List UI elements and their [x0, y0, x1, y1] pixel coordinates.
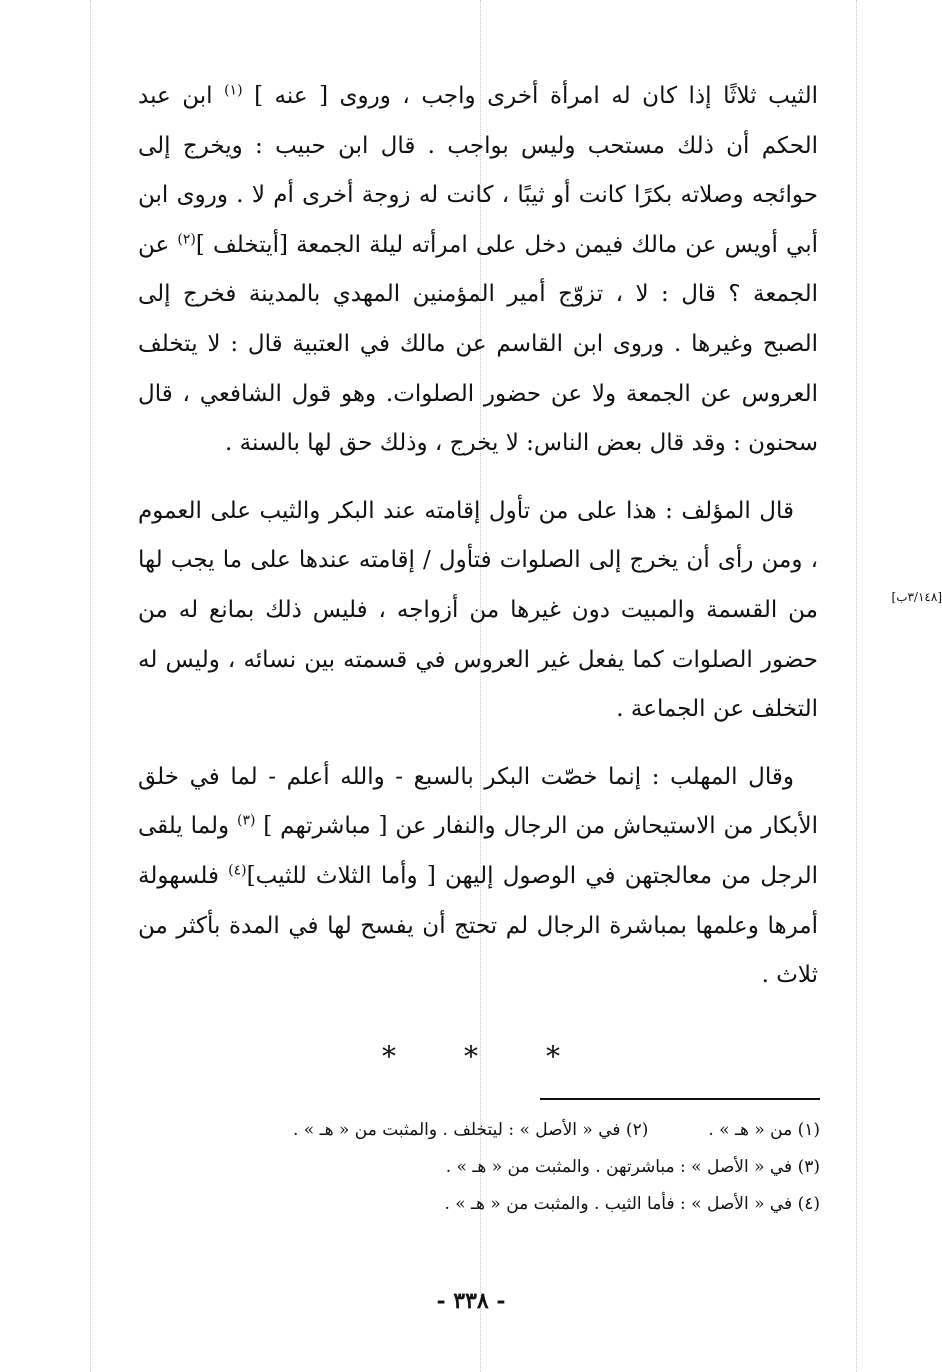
footnote-ref-2: (٢): [177, 231, 196, 248]
separator-asterisk: *: [464, 1040, 478, 1073]
paragraph-1: [138, 72, 818, 469]
footnotes: [170, 1112, 820, 1223]
footnote-3: (٣) في « الأصل » : مباشرتهن . والمثبت من « هـ » .: [445, 1157, 820, 1177]
paragraph-2: [138, 487, 818, 735]
footnote-line-1: [170, 1112, 820, 1149]
paragraph-1-text-b: ابن عبد الحكم أن ذلك مستحب وليس بواجب . قال ابن حبيب : ويخرج إلى حوائجه وصلاته بكرًا كانت أو ثيبًا ، كانت له زوجة أخرى أم لا . وروى ابن أبي أويس عن مالك فيمن دخل على امرأته ليلة الجمعة [أيتخلف ]: [138, 83, 818, 258]
section-separator: [0, 1040, 942, 1073]
page-number: - ٣٣٨ -: [436, 1288, 506, 1314]
main-text: [138, 72, 818, 1001]
paragraph-1-text-a: الثيب ثلاثًا إذا كان له امرأة أخرى واجب ، وروى [ عنه ]: [242, 83, 818, 109]
footnote-ref-4: (٤): [228, 862, 247, 879]
footnote-4: (٤) في « الأصل » : فأما الثيب . والمثبت من « هـ » .: [444, 1194, 820, 1214]
margin-guide-right: [856, 0, 857, 1372]
footnote-ref-3: (٣): [236, 812, 256, 829]
paragraph-3-text-b: ولما يلقى الرجل من معالجتهن في الوصول إليهن [ وأما الثلاث للثيب]: [138, 813, 818, 889]
footnote-line-3: [170, 1186, 820, 1223]
footnote-1: (١) من « هـ » .: [708, 1120, 820, 1140]
margin-guide-left: [90, 0, 91, 1372]
footnote-line-2: [170, 1149, 820, 1186]
margin-manuscript-reference: [٣/١٤٨ب]: [891, 590, 942, 604]
separator-asterisk: *: [382, 1040, 396, 1073]
paragraph-2-text: قال المؤلف : هذا على من تأول إقامته عند البكر والثيب على العموم ، ومن رأى أن يخرج إلى الصلوات فتأول / إقامته عندها على ما يجب لها من القسمة والمبيت دون غيرها من أزواجه ، فليس ذلك بمانع له من حضور الصلوات كما يفعل غير العروس في قسمته بين نسائه ، وليس له التخلف عن الجماعة .: [138, 497, 818, 723]
paragraph-3-text-a: وقال المهلب : إنما خصّت البكر بالسبع - والله أعلم - لما في خلق الأبكار من الاستيحاش من الرجال والنفار عن [ مباشرتهم ]: [138, 763, 818, 840]
paragraph-1-text-c: عن الجمعة ؟ قال : لا ، تزوّج أمير المؤمنين المهدي بالمدينة فخرج إلى الصبح وغيرها . وروى ابن القاسم عن مالك في العتبية قال : لا يتخلف العروس عن الجمعة ولا عن حضور الصلوات. وهو قول الشافعي ، قال سحنون : وقد قال بعض الناس: لا يخرج ، وذلك حق لها بالسنة .: [138, 231, 818, 457]
footnote-2: (٢) في « الأصل » : ليتخلف . والمثبت من « هـ » .: [293, 1120, 649, 1140]
paragraph-3-text-c: فلسهولة أمرها وعلمها بمباشرة الرجال لم تحتج أن يفسح لها في المدة بأكثر من ثلاث .: [138, 862, 818, 989]
paragraph-3: [138, 753, 818, 1001]
separator-asterisk: *: [546, 1040, 560, 1073]
footnote-divider: [540, 1098, 820, 1100]
footnote-ref-1: (١): [224, 82, 243, 99]
